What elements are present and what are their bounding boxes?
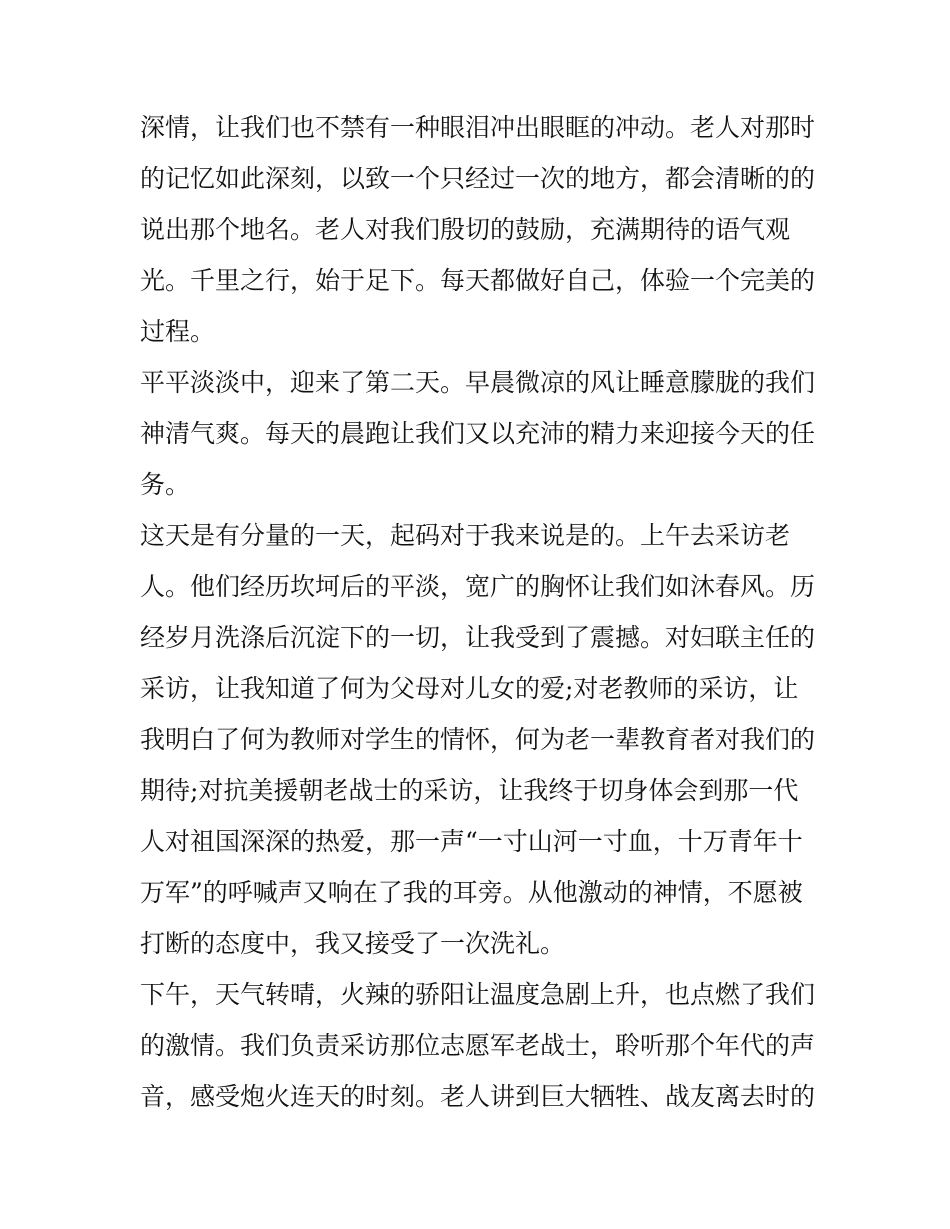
text-line: 人对祖国深深的热爱，那一声“一寸山河一寸血，十万青年十 xyxy=(140,827,803,856)
text-line: 采访，让我知道了何为父母对儿女的爱;对老教师的采访，让 xyxy=(140,674,799,703)
text-line: 期待;对抗美援朝老战士的采访，让我终于切身体会到那一代 xyxy=(140,776,799,805)
text-line: 打断的态度中，我又接受了一次洗礼。 xyxy=(140,929,566,958)
text-line: 平平淡淡中，迎来了第二天。早晨微凉的风让睡意朦胧的我们 xyxy=(140,368,816,397)
body-text xyxy=(140,102,820,1122)
text-line: 万军”的呼喊声又响在了我的耳旁。从他激动的神情，不愿被 xyxy=(140,878,803,907)
text-line: 下午，天气转晴，火辣的骄阳让温度急剧上升，也点燃了我们 xyxy=(140,980,816,1009)
text-line: 经岁月洗涤后沉淀下的一切，让我受到了震撼。对妇联主任的 xyxy=(140,623,816,652)
text-line: 深情，让我们也不禁有一种眼泪冲出眼眶的冲动。老人对那时 xyxy=(140,113,816,142)
text-line: 说出那个地名。老人对我们殷切的鼓励，充满期待的语气观 xyxy=(140,215,791,244)
text-line: 神清气爽。每天的晨跑让我们又以充沛的精力来迎接今天的任 xyxy=(140,419,816,448)
text-line: 光。千里之行，始于足下。每天都做好自己，体验一个完美的 xyxy=(140,266,816,295)
text-line: 的激情。我们负责采访那位志愿军老战士，聆听那个年代的声 xyxy=(140,1031,816,1060)
text-line: 这天是有分量的一天，起码对于我来说是的。上午去采访老 xyxy=(140,521,791,550)
text-line: 的记忆如此深刻，以致一个只经过一次的地方，都会清晰的的 xyxy=(140,164,816,193)
text-line: 过程。 xyxy=(140,317,216,346)
text-line: 人。他们经历坎坷后的平淡，宽广的胸怀让我们如沐春风。历 xyxy=(140,572,816,601)
text-line: 我明白了何为教师对学生的情怀，何为老一辈教育者对我们的 xyxy=(140,725,816,754)
text-line: 务。 xyxy=(140,470,191,499)
text-line: 音，感受炮火连天的时刻。老人讲到巨大牺牲、战友离去时的 xyxy=(140,1082,816,1111)
